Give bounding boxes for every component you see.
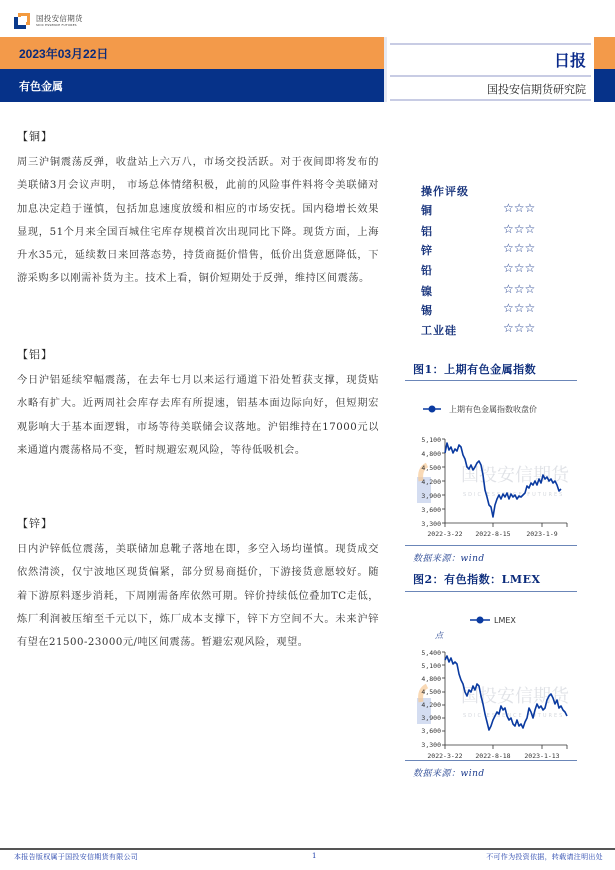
report-date: 2023年03月22日 [19, 47, 109, 61]
section-title: 【铝】 [17, 348, 53, 361]
rating-row-lead [421, 262, 561, 280]
rating-metal: 工业硅 [421, 324, 457, 337]
svg-text:4,500: 4,500 [421, 464, 441, 472]
rating-row-copper [421, 202, 561, 220]
footer-copyright: 本报告版权属于国投安信期货有限公司 [14, 853, 139, 861]
svg-text:SDIC ESSENCE FUTURES: SDIC ESSENCE FUTURES [463, 713, 565, 719]
section-title: 【锌】 [17, 517, 53, 530]
section-body: 日内沪锌低位震荡，美联储加息靴子落地在即，多空入场均谨慎。现货成交依然清淡，仅宁波地区现货偏紧，部分贸易商挺价，下游接货意愿较好。随着下游原料逐步消耗，下周刚需备库依然可期。锌价持续低位叠加TC走低，炼厂利润被压缩至千元以下，炼厂成本支撑下，锌下方空间不大。未来沪锌有望在21500-23000元/吨区间震荡。暂避宏观风险，观望。 [17, 544, 379, 649]
footer-disclaimer: 不可作为投资依据，转载请注明出处 [486, 853, 603, 861]
rating-row-industrial-silicon [421, 322, 561, 340]
svg-text:2023-1-13: 2023-1-13 [524, 752, 560, 760]
svg-text:3,600: 3,600 [421, 506, 441, 514]
logo-name-cn: 国投安信期货 [36, 14, 83, 24]
legend-marker-icon [423, 406, 441, 413]
report-type: 日报 [553, 53, 586, 70]
svg-text:4,800: 4,800 [421, 675, 441, 683]
rating-metal: 铅 [421, 264, 433, 277]
rating-metal: 铝 [421, 225, 433, 238]
legend-label: 上期有色金属指数收盘价 [449, 405, 537, 414]
svg-text:SDIC ESSENCE FUTURES: SDIC ESSENCE FUTURES [463, 492, 565, 498]
svg-text:2022-3-22: 2022-3-22 [427, 752, 463, 760]
star-rating-icon: ☆☆☆ [503, 222, 536, 236]
svg-text:5,100: 5,100 [421, 436, 441, 444]
svg-text:2022-3-22: 2022-3-22 [427, 530, 463, 538]
watermark: 国投安信期货 [461, 686, 569, 707]
rating-row-zinc [421, 242, 561, 260]
svg-text:2022-8-18: 2022-8-18 [475, 752, 511, 760]
star-rating-icon: ☆☆☆ [503, 282, 536, 296]
svg-text:3,300: 3,300 [421, 520, 441, 528]
svg-text:3,300: 3,300 [421, 741, 441, 749]
section-body: 今日沪铝延续窄幅震荡，在去年七月以来运行通道下沿处暂获支撑，现货贴水略有扩大。近两周社会库存去库有所提速，铝基本面边际向好，但短期宏观影响大于基本面逻辑，市场等待美联储会议落地。沪铝维持在17000元以来通道内震荡格局不变，暂时规避宏观风险，等待低吸机会。 [17, 375, 379, 456]
logo-mark-icon [14, 13, 30, 29]
rating-metal: 镍 [421, 285, 433, 298]
section-aluminum [17, 346, 379, 462]
logo-name-en: SDIC ESSENCE FUTURES [36, 22, 77, 27]
figure-2-source: 数据来源：wind [413, 769, 485, 779]
svg-text:4,200: 4,200 [421, 478, 441, 486]
star-rating-icon: ☆☆☆ [503, 261, 536, 275]
section-title: 【铜】 [17, 130, 53, 143]
star-rating-icon: ☆☆☆ [503, 241, 536, 255]
rating-metal: 铜 [421, 204, 433, 217]
svg-text:4,200: 4,200 [421, 701, 441, 709]
svg-text:2022-8-15: 2022-8-15 [475, 530, 511, 538]
watermark: 国投安信期货 [461, 465, 569, 486]
y-axis-unit: 点 [435, 631, 443, 640]
rating-metal: 锌 [421, 244, 433, 257]
legend-marker-icon [470, 617, 490, 624]
figure-1-chart [405, 395, 577, 545]
svg-text:3,600: 3,600 [421, 727, 441, 735]
legend-label: LMEX [494, 616, 516, 625]
figure-2-title: 图2：有色指数：LMEX [413, 573, 541, 586]
svg-text:3,900: 3,900 [421, 492, 441, 500]
ratings-title: 操作评级 [421, 185, 469, 198]
figure-1-bottom-rule [405, 545, 577, 546]
svg-text:4,800: 4,800 [421, 450, 441, 458]
company-logo [14, 10, 83, 32]
report-title-box [384, 37, 594, 102]
rating-row-aluminum [421, 223, 561, 241]
svg-text:5,400: 5,400 [421, 649, 441, 657]
footer-rule [0, 848, 615, 850]
star-rating-icon: ☆☆☆ [503, 301, 536, 315]
figure-1-title: 图1：上期有色金属指数 [413, 363, 537, 376]
footer-page-number: 1 [312, 852, 317, 860]
star-rating-icon: ☆☆☆ [503, 321, 536, 335]
svg-text:4,500: 4,500 [421, 688, 441, 696]
svg-text:3,900: 3,900 [421, 714, 441, 722]
section-body: 周三沪铜震荡反弹，收盘站上六万八，市场交投活跃。对于夜间即将发布的美联储3月会议声明， 市场总体情绪积极，此前的风险事件料将令美联储对加息决定趋于谨慎，包括加息速度放缓和相应的市场安抚。国内稳增长效果显现，51个月来全国百城住宅库存规模首次出现同比下降。现货方面，上海升水35元，延续数日来回落态势，持货商挺价惜售，低价出货意愿降低，下游采购多以刚需补货为主。技术上看，铜价短期处于反弹，维持区间震荡。 [17, 157, 379, 285]
report-organization: 国投安信期货研究院 [487, 84, 586, 96]
svg-text:5,100: 5,100 [421, 662, 441, 670]
rating-metal: 锡 [421, 304, 433, 317]
rating-row-tin [421, 302, 561, 320]
rating-row-nickel [421, 283, 561, 301]
section-copper [17, 128, 379, 291]
report-section: 有色金属 [19, 81, 63, 93]
figure-1-source: 数据来源：wind [413, 554, 485, 564]
figure-1-rule [405, 380, 577, 381]
figure-2-rule [405, 591, 577, 592]
section-zinc [17, 515, 379, 654]
figure-2-chart [405, 600, 577, 760]
star-rating-icon: ☆☆☆ [503, 201, 536, 215]
svg-text:2023-1-9: 2023-1-9 [526, 530, 558, 538]
figure-2-bottom-rule [405, 760, 577, 761]
